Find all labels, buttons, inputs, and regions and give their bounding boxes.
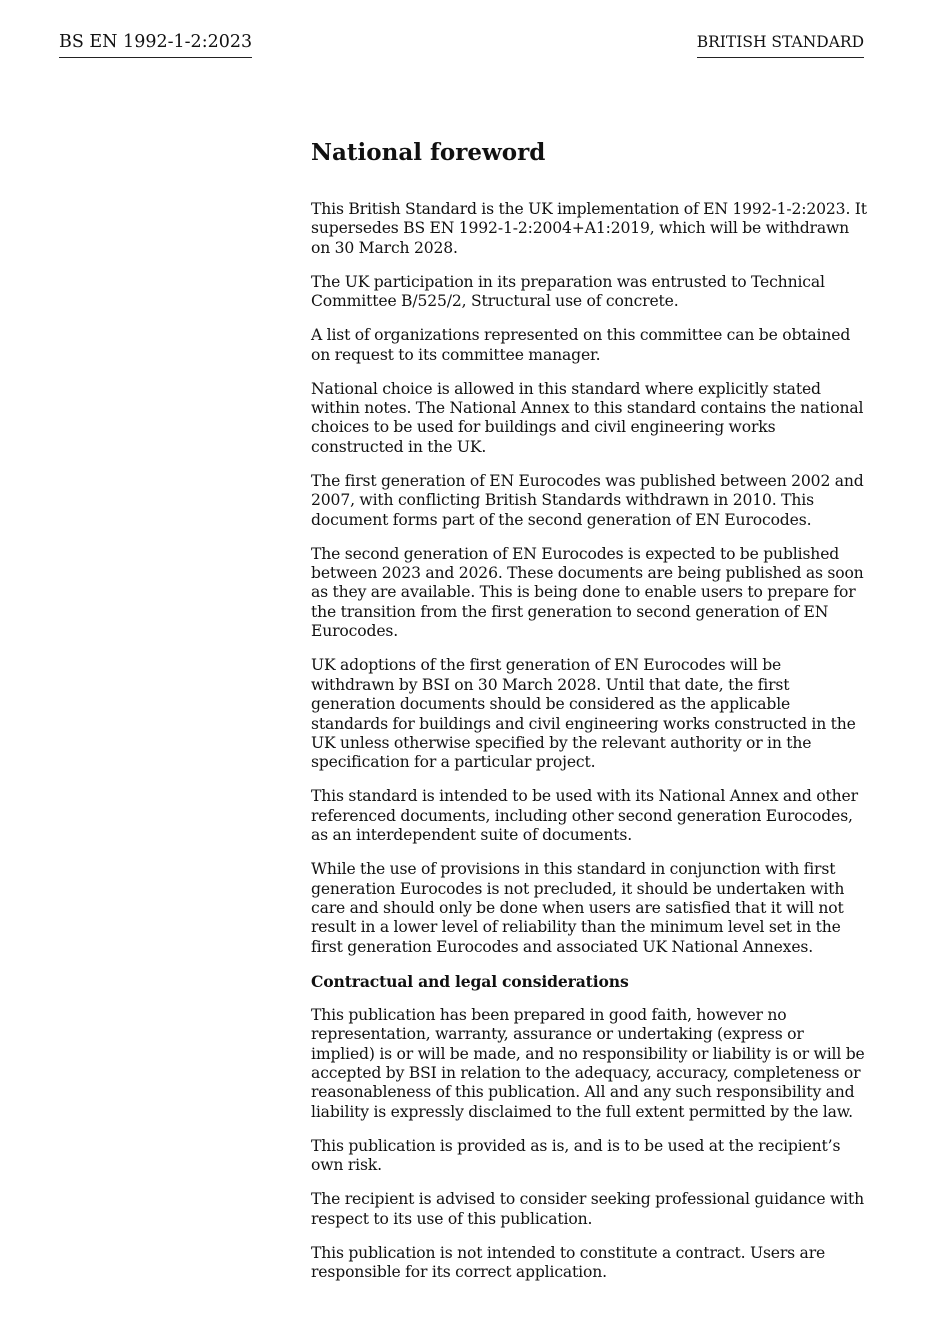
foreword-paragraph: A list of organizations represented on this committee can be obtained on request to its committee manager. (311, 326, 851, 364)
legal-paragraph: This publication is provided as is, and is to be used at the recipient’s own risk. (311, 1136, 841, 1175)
foreword-paragraph: UK adoptions of the first generation of EN Eurocodes will be withdrawn by BSI on 30 March 2028. Until that date, the first generation documents should be considered as the applicable standards for buildings and civil engineering works constructed in the UK unless otherwise specified by the relevant authority or in the specification for a particular project. (311, 656, 856, 772)
foreword-paragraph: The UK participation in its preparation was entrusted to Technical Committee B/525/2, Structural use of concrete. (311, 272, 825, 311)
foreword-paragraph: National choice is allowed in this standard where explicitly stated within notes. The National Annex to this standard contains the national choices to be used for buildings and civil engineering works constructed in the UK. (311, 379, 864, 456)
foreword-paragraph: The first generation of EN Eurocodes was published between 2002 and 2007, with conflicting British Standards withdrawn in 2010. This document forms part of the second generation of EN Eurocodes. (311, 471, 864, 529)
legal-paragraph: This publication is not intended to constitute a contract. Users are responsible for its correct application. (311, 1243, 826, 1281)
national-foreword-section (311, 138, 867, 1297)
foreword-paragraph: This standard is intended to be used with its National Annex and other referenced documents, including other second generation Eurocodes, as an interdependent suite of documents. (311, 787, 858, 845)
foreword-paragraph: While the use of provisions in this standard in conjunction with first generation Eurocodes is not precluded, it should be undertaken with care and should only be done when users are satisfied that it will not result in a lower level of reliability than the minimum level set in the first generation Eurocodes and associated UK National Annexes. (311, 860, 845, 956)
legal-considerations-heading: Contractual and legal considerations (311, 971, 629, 991)
legal-paragraph: The recipient is advised to consider seeking professional guidance with respect to its use of this publication. (311, 1190, 864, 1228)
series-label-header: BRITISH STANDARD (697, 31, 864, 58)
legal-paragraph: This publication has been prepared in good faith, however no representation, warranty, assurance or undertaking (express or implied) is or will be made, and no responsibility or liability is or will be accepted by BSI in relation to the adequacy, accuracy, completeness or reasonableness of this publication. All and any such responsibility and liability is expressly disclaimed to the full extent permitted by the law. (311, 1005, 865, 1121)
foreword-paragraph: The second generation of EN Eurocodes is expected to be published between 2023 and 2026. These documents are being published as soon as they are available. This is being done to enable users to prepare for the transition from the first generation to second generation of EN Eurocodes. (311, 544, 864, 641)
standard-number-header: BS EN 1992-1-2:2023 (59, 30, 252, 58)
foreword-paragraph: This British Standard is the UK implementation of EN 1992-1-2:2023. It supersedes BS EN 1992-1-2:2004+A1:2019, which will be withdrawn on 30 March 2028. (311, 200, 867, 257)
page-title: National foreword (311, 139, 546, 166)
